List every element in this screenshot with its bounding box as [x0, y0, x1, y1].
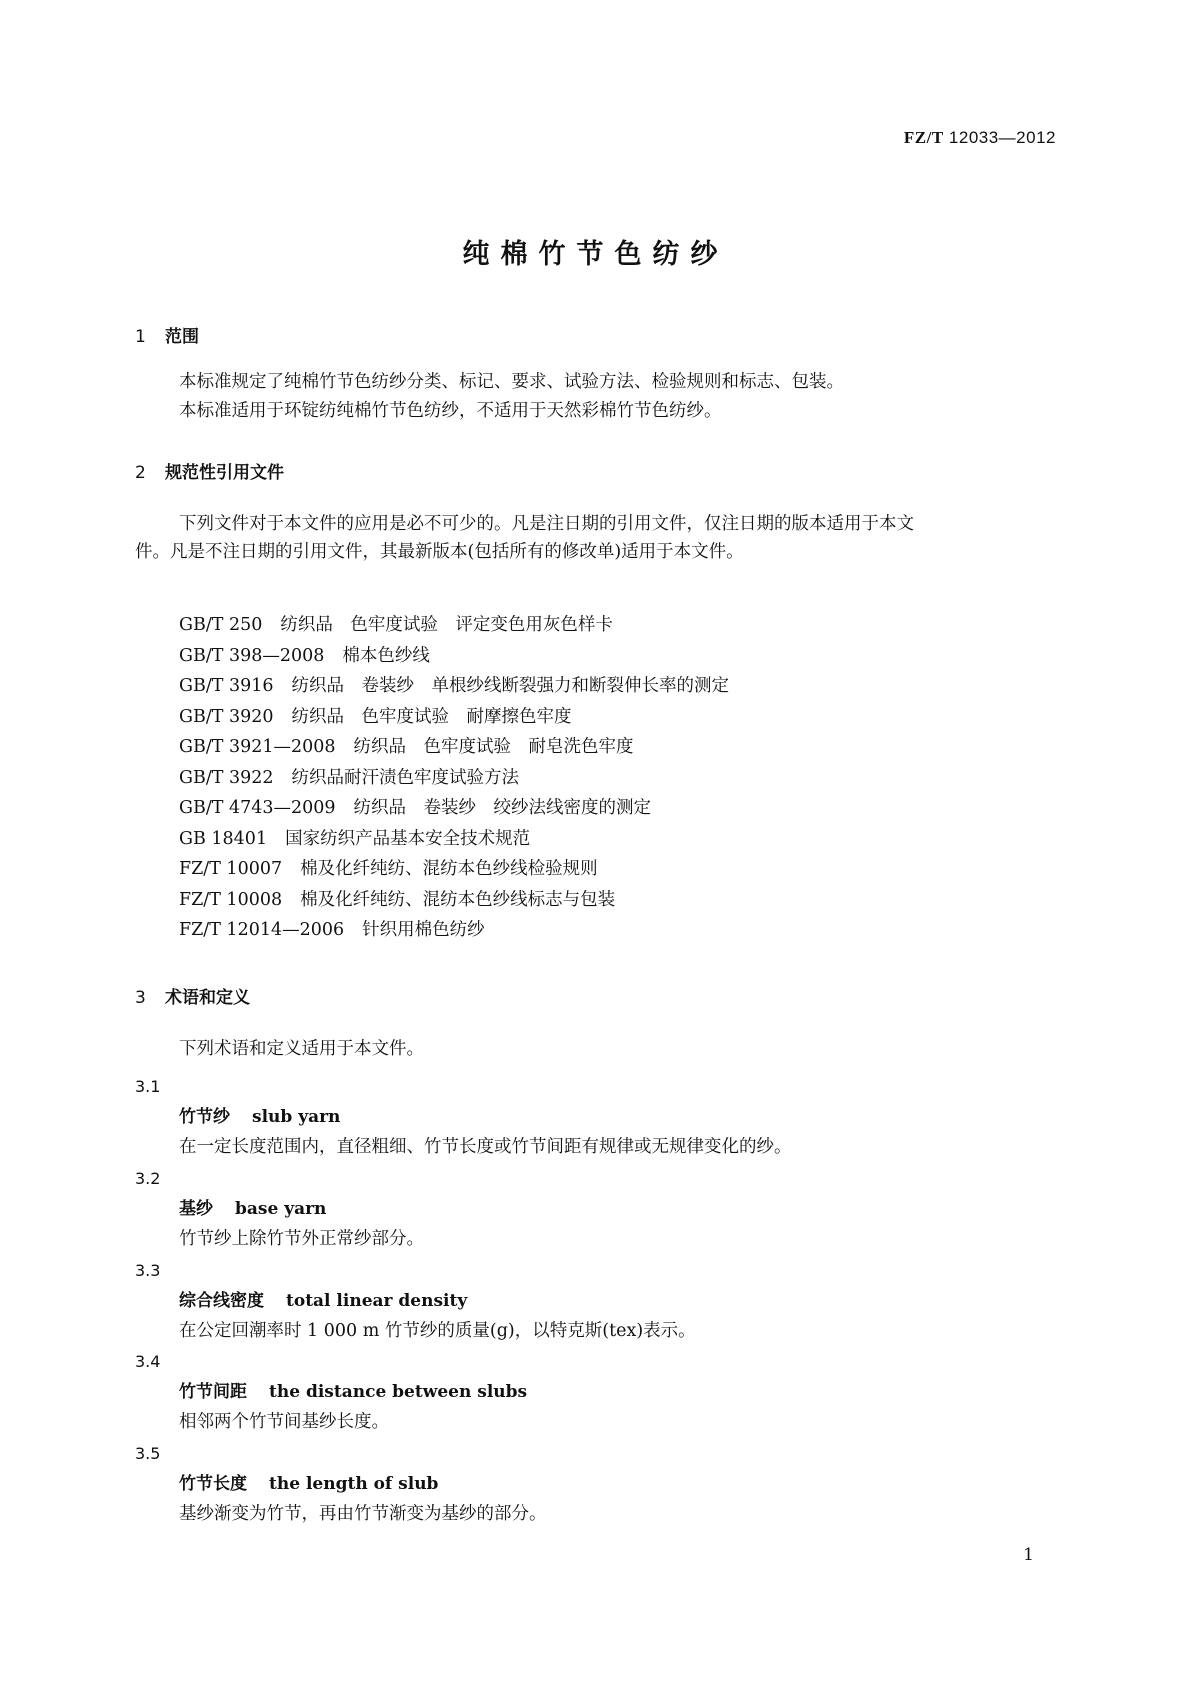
reference-item	[179, 915, 729, 946]
section-title: 范围	[165, 327, 199, 347]
term-number: 3.5	[135, 1444, 161, 1464]
term-entry	[135, 1164, 792, 1256]
document-title: 纯棉竹节色纺纱	[462, 239, 729, 270]
term-number: 3.4	[135, 1352, 161, 1372]
section-title: 术语和定义	[165, 988, 250, 1008]
section-title: 规范性引用文件	[165, 463, 284, 483]
term-name-zh: 竹节长度	[179, 1474, 247, 1495]
term-name-zh: 竹节间距	[179, 1382, 247, 1403]
reference-title: 纺织品 色牢度试验 评定变色用灰色样卡	[280, 615, 613, 635]
term-name-zh: 竹节纱	[179, 1107, 230, 1127]
section-1-heading	[135, 322, 199, 347]
term-number: 3.2	[135, 1168, 161, 1188]
term-entry	[135, 1256, 792, 1348]
reference-item	[179, 885, 729, 916]
standard-number: 12033—2012	[948, 128, 1056, 147]
reference-item	[179, 702, 729, 733]
term-name-en: base yarn	[235, 1198, 327, 1219]
reference-item	[179, 671, 729, 702]
term-name	[135, 1102, 792, 1132]
section-2-heading	[135, 458, 284, 483]
term-definition: 在公定回潮率时 1 000 m 竹节纱的质量(g)，以特克斯(tex)表示。	[179, 1320, 696, 1341]
reference-title: 棉本色纱线	[342, 645, 430, 666]
reference-title: 国家纺织产品基本安全技术规范	[285, 828, 531, 849]
term-name	[135, 1286, 792, 1316]
reference-title: 纺织品 卷装纱 单根纱线断裂强力和断裂伸长率的测定	[291, 676, 730, 696]
scope-paragraph-2: 本标准适用于环锭纺纯棉竹节色纺纱，不适用于天然彩棉竹节色纺纱。	[179, 401, 722, 421]
term-definition: 在一定长度范围内，直径粗细、竹节长度或竹节间距有规律或无规律变化的纱。	[179, 1137, 792, 1157]
reference-item	[179, 854, 729, 885]
reference-code: GB/T 250	[179, 615, 263, 635]
reference-code: GB/T 398—2008	[179, 645, 325, 666]
reference-code: GB/T 3920	[179, 706, 274, 727]
standard-code	[904, 128, 1056, 148]
reference-code: FZ/T 12014—2006	[179, 920, 345, 940]
reference-item	[179, 793, 729, 824]
term-name	[135, 1377, 792, 1407]
term-definition: 竹节纱上除竹节外正常纱部分。	[179, 1228, 424, 1249]
term-name-en: the length of slub	[269, 1474, 439, 1495]
term-number: 3.3	[135, 1260, 161, 1280]
section-number: 1	[135, 327, 146, 347]
page-number: 1	[1023, 1545, 1034, 1565]
reference-code: GB/T 3916	[179, 676, 274, 696]
reference-item	[179, 641, 729, 672]
normative-intro-line-2: 件。凡是不注日期的引用文件，其最新版本(包括所有的修改单)适用于本文件。	[135, 542, 744, 562]
term-list	[135, 1072, 792, 1531]
term-name-zh: 基纱	[179, 1198, 213, 1219]
standard-prefix: FZ/T	[903, 128, 944, 147]
reference-code: GB/T 3922	[179, 767, 274, 788]
reference-title: 纺织品 色牢度试验 耐摩擦色牢度	[291, 706, 572, 727]
reference-item	[179, 732, 729, 763]
term-definition: 相邻两个竹节间基纱长度。	[179, 1412, 389, 1433]
reference-code: FZ/T 10008	[179, 889, 283, 910]
term-entry	[135, 1347, 792, 1439]
term-number: 3.1	[135, 1077, 161, 1096]
reference-code: FZ/T 10007	[179, 859, 283, 879]
reference-code: GB/T 4743—2009	[179, 798, 336, 818]
reference-title: 针织用棉色纺纱	[362, 920, 485, 940]
section-3-heading	[135, 983, 250, 1008]
term-name-en: slub yarn	[252, 1107, 341, 1127]
term-entry	[135, 1439, 792, 1531]
reference-item	[179, 824, 729, 855]
term-entry	[135, 1072, 792, 1164]
reference-code: GB 18401	[179, 828, 268, 849]
term-definition: 基纱渐变为竹节，再由竹节渐变为基纱的部分。	[179, 1504, 547, 1525]
term-name	[135, 1194, 792, 1224]
section-number: 3	[135, 988, 146, 1008]
term-name	[135, 1469, 792, 1499]
reference-code: GB/T 3921—2008	[179, 737, 336, 757]
reference-title: 纺织品 色牢度试验 耐皂洗色牢度	[353, 737, 634, 757]
term-name-en: total linear density	[286, 1290, 468, 1311]
reference-list	[179, 610, 729, 946]
normative-intro-line-1: 下列文件对于本文件的应用是必不可少的。凡是注日期的引用文件，仅注日期的版本适用于本文	[179, 514, 914, 534]
reference-title: 纺织品耐汗渍色牢度试验方法	[291, 767, 520, 788]
term-name-zh: 综合线密度	[179, 1290, 264, 1311]
reference-title: 棉及化纤纯纺、混纺本色纱线检验规则	[300, 859, 598, 879]
section-number: 2	[135, 463, 146, 483]
reference-title: 纺织品 卷装纱 绞纱法线密度的测定	[353, 798, 652, 818]
reference-item	[179, 610, 729, 641]
term-name-en: the distance between slubs	[269, 1382, 528, 1403]
scope-paragraph-1: 本标准规定了纯棉竹节色纺纱分类、标记、要求、试验方法、检验规则和标志、包装。	[179, 372, 844, 392]
reference-title: 棉及化纤纯纺、混纺本色纱线标志与包装	[300, 889, 616, 910]
reference-item	[179, 763, 729, 794]
terms-intro: 下列术语和定义适用于本文件。	[179, 1039, 424, 1059]
